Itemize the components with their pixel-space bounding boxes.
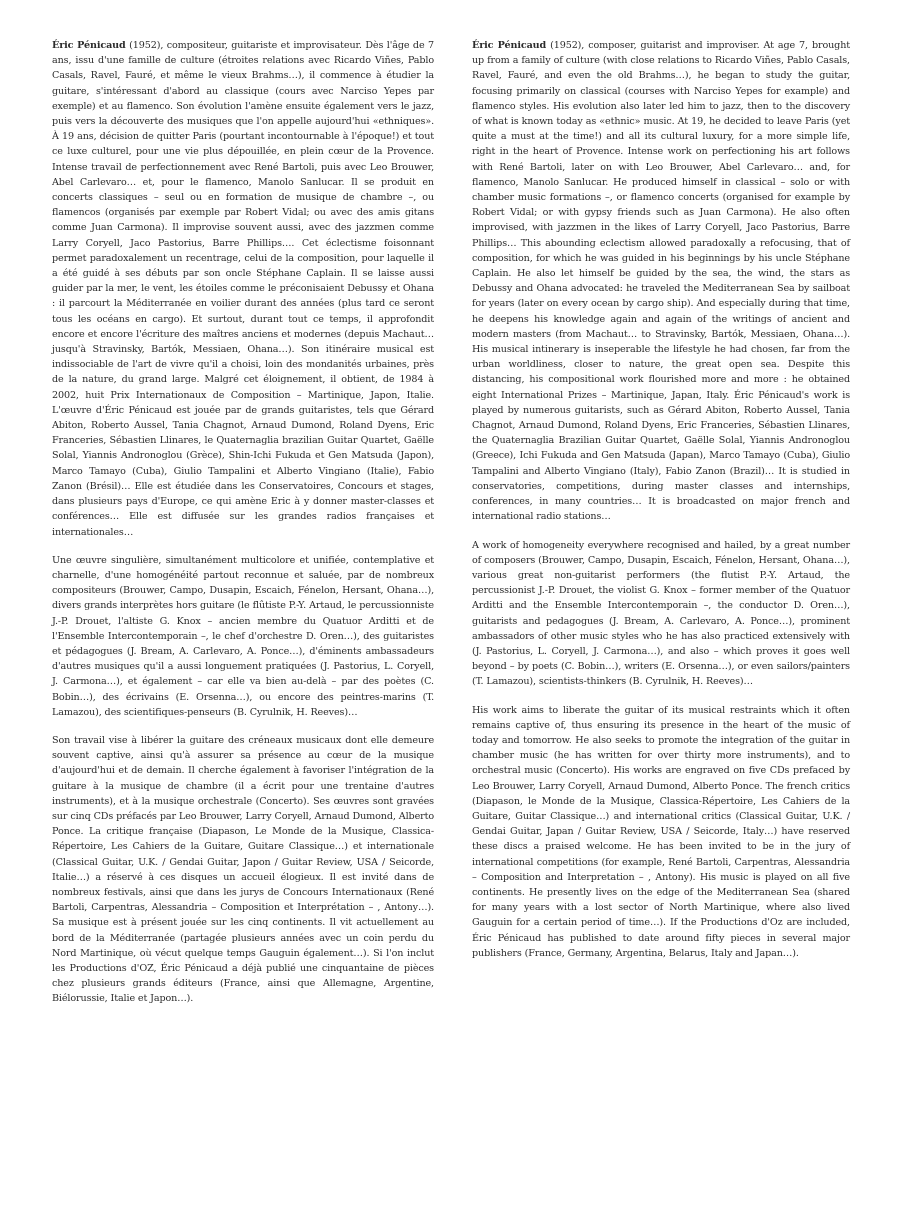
french-column [52, 38, 434, 1020]
english-paragraph-3: His work aims to liberate the guitar of its musical restraints which it often remains captive of, thus ensuring its presence in the heart of the music of today and tomorrow. He also seeks to promote the integration of the guitar in chamber music (he has written for over thirty more instruments), and to orchestral music (Concerto). His works are engraved on five CDs prefaced by Leo Brouwer, Larry Coryell, Arnaud Dumond, Alberto Ponce. The french critics (Diapason, le Monde de la Musique, Classica-Répertoire, Les Cahiers de la Guitare, Guitar Classique…) and international critics (Classical Guitar, U.K. / Gendai Guitar, Japan / Guitar Review, USA / Seicorde, Italy…) have reserved these discs a praised welcome. He has been invited to be in the jury of international competitions (for example, René Bartoli, Carpentras, Alessandria – Composition and Interpretation – , Antony). His music is played on all five continents. He presently lives on the edge of the Mediterranean Sea (shared for many years with a lost sector of North Martinique, where also lived Gauguin for a certain period of time…). If the Productions d'Oz are included, Éric Pénicaud has published to date around fifty pieces in several major publishers (France, Germany, Argentina, Belarus, Italy and Japan…). [472, 704, 850, 959]
french-paragraph-1-text: (1952), compositeur, guitariste et improvisateur. Dès l'âge de 7 ans, issu d'une famille de culture (étroites relations avec Ricardo Viñes, Pablo Casals, Ravel, Fauré, et même le vieux Brahms…), il commence à étudier la guitare, s'intéressant d'abord au classique (cours avec Narciso Yepes par exemple) et au flamenco. Son évolution l'amène ensuite également vers le jazz, puis vers la découverte des musiques que l'on appelle aujourd'hui «ethniques». À 19 ans, décision de quitter Paris (pourtant incontournable à l'époque!) et tout ce luxe culturel, pour une vie plus dépouillée, en plein cœur de la Provence. Intense travail de perfectionnement avec René Bartoli, puis avec Leo Brouwer, Abel Carlevaro… et, pour le flamenco, Manolo Sanlucar. Il se produit en concerts classiques – seul ou en formation de musique de chambre –, ou flamencos (organisés par exemple par Robert Vidal; ou avec des amis gitans comme Juan Carmona). Il improvise souvent aussi, avec des jazzmen comme Larry Coryell, Jaco Pastorius, Barre Phillips…. Cet éclectisme foisonnant permet paradoxalement un recentrage, celui de la composition, pour laquelle il a été guidé à ses débuts par son oncle Stéphane Caplain. Il se laisse aussi guider par la mer, le vent, les étoiles comme le préconisaient Debussy et Ohana : il parcourt la Méditerranée en voilier durant des années (plus tard ce seront tous les océans en cargo). Et surtout, durant tout ce temps, il approfondit encore et encore l'écriture des maîtres anciens et modernes (depuis Machaut… jusqu'à Stravinsky, Bartók, Messiaen, Ohana…). Son itinéraire musical est indissociable de l'art de vivre qu'il a choisi, loin des mondanités urbaines, près de la nature, du grand large. Malgré cet éloignement, il obtient, de 1984 à 2002, huit Prix Internationaux de Composition – Martinique, Japon, Italie. L'œuvre d'Éric Pénicaud est jouée par de grands guitaristes, tels que Gérard Abiton, Roberto Aussel, Tania Chagnot, Arnaud Dumond, Roland Dyens, Eric Franceries, Sébastien Llinares, le Quaternaglia brazilian Guitar Quartet, Gaëlle Solal, Yiannis Andronoglou (Grèce), Shin-Ichi Fukuda et Gen Matsuda (Japon), Marco Tamayo (Cuba), Giulio Tampalini et Alberto Vingiano (Italie), Fabio Zanon (Brésil)… Elle est étudiée dans les Conservatoires, Concours et stages, dans plusieurs pays d'Europe, ce qui amène Eric à y donner master-classes et conférences… Elle est diffusée sur les grandes radios françaises et internationales… [52, 40, 434, 538]
english-column [472, 38, 850, 974]
french-paragraph-2: Une œuvre singulière, simultanément multicolore et unifiée, contemplative et charnelle, d'une homogénéité partout reconnue et saluée, par de nombreux compositeurs (Brouwer, Campo, Dusapin, Escaich, Fénelon, Hersant, Ohana…), divers grands interprètes hors guitare (le flûtiste P.-Y. Artaud, le percussionniste J.-P. Drouet, l'altiste G. Knox – ancien membre du Quatuor Arditti et de l'Ensemble Intercontemporain –, le chef d'orchestre D. Oren…), des guitaristes et pédagogues (J. Bream, A. Carlevaro, A. Ponce…), d'éminents ambassadeurs d'autres musiques qu'il a aussi longuement pratiquées (J. Pastorius, L. Coryell, J. Carmona…), et également – car elle va bien au-delà – par des poètes (C. Bobin…), des écrivains (E. Orsenna…), ou encore des peintres-marins (T. Lamazou), des scientifiques-penseurs (B. Cyrulnik, H. Reeves)… [52, 554, 434, 718]
french-composer-name: Éric Pénicaud [52, 40, 126, 51]
french-paragraph-1 [52, 38, 434, 540]
french-paragraph-3: Son travail vise à libérer la guitare des créneaux musicaux dont elle demeure souvent captive, ainsi qu'à assurer sa présence au cœur de la musique d'aujourd'hui et de demain. Il cherche également à favoriser l'intégration de la guitare à la musique de chambre (il a écrit pour une trentaine d'autres instruments), et à la musique orchestrale (Concerto). Ses œuvres sont gravées sur cinq CDs préfacés par Leo Brouwer, Larry Coryell, Arnaud Dumond, Alberto Ponce. La critique française (Diapason, Le Monde de la Musique, Classica-Répertoire, Les Cahiers de la Guitare, Guitare Classique…) et internationale (Classical Guitar, U.K. / Gendai Guitar, Japon / Guitar Review, USA / Seicorde, Italie…) a réservé à ces disques un accueil élogieux. Il est invité dans de nombreux festivals, ainsi que dans les jurys de Concours Internationaux (René Bartoli, Carpentras, Alessandria – Composition et Interprétation – , Antony…). Sa musique est à présent jouée sur les cinq continents. Il vit actuellement au bord de la Méditerranée (partagée plusieurs années avec un coin perdu du Nord Martinique, où vécut quelque temps Gauguin également…). Si l'on inclut les Productions d'OZ, Éric Pénicaud a déjà publié une cinquantaine de pièces chez plusieurs grands éditeurs (France, ainsi que Allemagne, Argentine, Biélorussie, Italie et Japon…). [52, 734, 434, 1005]
english-paragraph-1-text: (1952), composer, guitarist and improviser. At age 7, brought up from a family of culture (with close relations to Ricardo Viñes, Pablo Casals, Ravel, Fauré, and even the old Brahms…), he began to study the guitar, focusing primarily on classical (courses with Narciso Yepes for example) and flamenco styles. His evolution also later led him to jazz, then to the discovery of what is known today as «ethnic» music. At 19, he decided to leave Paris (yet quite a must at the time!) and all its cultural luxury, for a more simple life, right in the heart of Provence. Intense work on perfectioning his art follows with René Bartoli, later on with Leo Brouwer, Abel Carlevaro… and, for flamenco, Manolo Sanlucar. He produced himself in classical – solo or with chamber music formations –, or flamenco concerts (organised for example by Robert Vidal; or with gypsy friends such as Juan Carmona). He also often improvised, with jazzmen in the likes of Larry Coryell, Jaco Pastorius, Barre Phillips… This abounding eclectism allowed paradoxally a refocusing, that of composition, for which he was guided in his beginnings by his uncle Stéphane Caplain. He also let himself be guided by the sea, the wind, the stars as Debussy and Ohana advocated: he traveled the Mediterranean Sea by sailboat for years (later on every ocean by cargo ship). And especially during that time, he deepens his knowledge again and again of the writings of ancient and modern masters (from Machaut… to Stravinsky, Bartók, Messiaen, Ohana…). His musical intinerary is inseperable the lifestyle he had chosen, far from the urban worldliness, closer to nature, the great open sea. Despite this distancing, his compositional work flourished more and more : he obtained eight International Prizes – Martinique, Japan, Italy. Éric Pénicaud's work is played by numerous guitarists, such as Gérard Abiton, Roberto Aussel, Tania Chagnot, Arnaud Dumond, Roland Dyens, Eric Franceries, Sébastien Llinares, the Quaternaglia Brazilian Guitar Quartet, Gaëlle Solal, Yiannis Andronoglou (Greece), Ichi Fukuda and Gen Matsuda (Japan), Marco Tamayo (Cuba), Giulio Tampalini and Alberto Vingiano (Italy), Fabio Zanon (Brazil)… It is studied in conservatories, competitions, during master classes and internships, conferences, in many countries… It is broadcasted on major french and international radio stations… [472, 40, 850, 523]
english-paragraph-1 [472, 38, 850, 525]
english-paragraph-2: A work of homogeneity everywhere recognised and hailed, by a great number of composers (Brouwer, Campo, Dusapin, Escaich, Fénelon, Hersant, Ohana…), various great non-guitarist performers (the flutist P.-Y. Artaud, the percussionist J.-P. Drouet, the violist G. Knox – former member of the Quatuor Arditti and the Ensemble Intercontemporain –, the conductor D. Oren…), guitarists and pedagogues (J. Bream, A. Carlevaro, A. Ponce…), prominent ambassadors of other music styles who he has also practiced extensively with (J. Pastorius, L. Coryell, J. Carmona…), and also – which proves it goes well beyond – by poets (C. Bobin…), writers (E. Orsenna…), or even sailors/painters (T. Lamazou), scientists-thinkers (B. Cyrulnik, H. Reeves)… [472, 539, 850, 688]
english-composer-name: Éric Pénicaud [472, 40, 547, 51]
